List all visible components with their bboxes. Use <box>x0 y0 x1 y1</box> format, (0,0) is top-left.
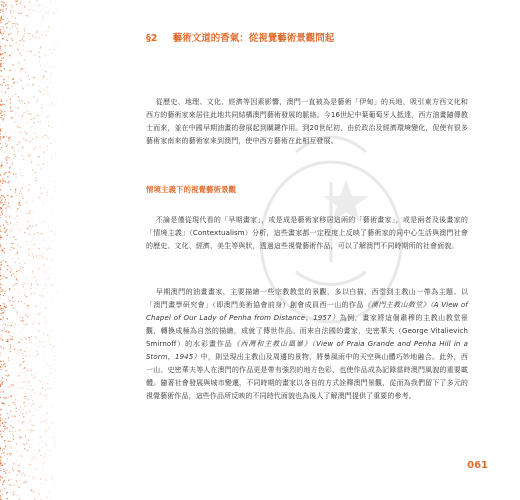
page-number: 061 <box>467 460 488 471</box>
artwork-title: 《澳門主教山教堂》（A View of Chapel of Our Lady of Penha from Distance，1957） <box>146 301 469 322</box>
paragraph-contextualism <box>146 214 468 253</box>
decorative-dot-band <box>0 0 60 500</box>
section-title: 藝術文道的香氣：從視覺藝術景觀問起 <box>172 33 335 44</box>
artwork-title: 《西灣和主教山風暴》（View of Praia Grande and Penha Hill in a Storm，1945） <box>146 340 468 361</box>
paragraph-early-painters <box>146 286 468 403</box>
text-run: 早期澳門的油畫畫家，主要描繪一些宗教教堂的景觀，多以白描，西堂到主教山一帶為主題。以「澳門畫學研究會」（即澳門美術協會前身）創會成員西一山的作品 <box>146 288 468 309</box>
paragraph-text: 不論是僅從現代看的「早期畫家」，或是成是藝術家移居這兩的「藝術畫家」，或是兩者及後畫家的「情境主義」（Contextualism）分析，這些畫家都一定程度上反映了藝術家的同中心生活與澳門社會的歷史、文化、經濟、美生等與狀，透過這些視覺藝術作品，可以了解澳門不同時期所的社會面貌。 <box>146 216 468 250</box>
text-run: 中，則呈現出主教山及周邊的景物，將暴風雨中的天空與山體巧妙地融合。此外，西一山、史密華夫等人在澳門的作品更是帶有強烈的地方色彩，也使作品成為記錄當時澳門風貌的重要載體。隨著社會發展與城市變遷，不同時期的畫家以各自的方式詮釋澳門景觀，從而為我們留下了多元的視覺藝術作品，這些作品所反映的不同時代面貌也為後人了解澳門提供了重要的參考。 <box>146 353 468 400</box>
section-number: §2 <box>146 33 158 44</box>
section-heading <box>146 32 466 46</box>
paragraph-intro <box>146 96 468 148</box>
paragraph-text <box>146 286 468 403</box>
subheading: 情境主義下的視覺藝術景觀 <box>146 185 236 194</box>
paragraph-text: 從歷史、地理、文化、經濟等因素影響，澳門一直被為是藝術「伊甸」的兵地，吸引東方西文化和西方的藝術家來居住此地共同結構澳門藝術發展的脈絡。今16世紀中葉葡萄牙人抵達，西方油畫隨傳教士而來，並在中國早期油畫的發展起到關鍵作用。到20世紀初，由於政治及經濟環境變化，促使有很多藝術家南來的藝術家來到澳門，使中西方藝術在此相互發展。 <box>146 98 468 145</box>
text-run: 為例，畫家將這個肅穆的主教山教堂景觀，轉換成極為自然的描繪，成就了傳世作品。而來自法國的畫家，史密華夫（George Vitalievich Smirnoff）的水彩畫作品 <box>146 314 469 348</box>
